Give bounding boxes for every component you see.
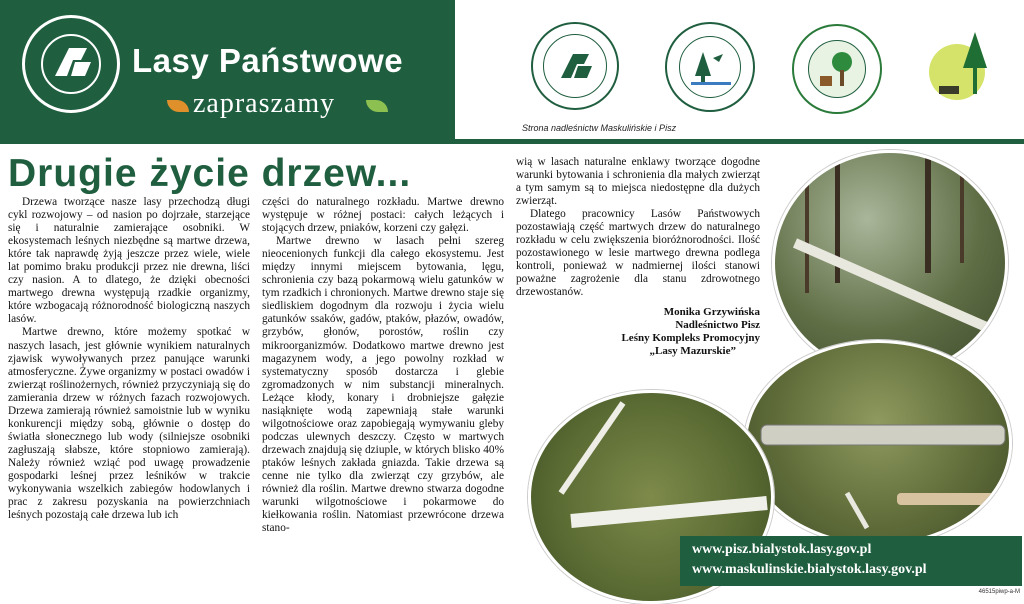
column-3 bbox=[516, 156, 760, 358]
column-1 bbox=[8, 196, 250, 522]
brand-name: Lasy Państwowe bbox=[132, 42, 404, 79]
signature-org: Nadleśnictwo Pisz bbox=[675, 318, 760, 331]
nadlesnictwo-maskulinskie-logo bbox=[665, 22, 755, 112]
nadlesnictwo-pisz-logo bbox=[792, 24, 882, 114]
url-pisz[interactable]: www.pisz.bialystok.lasy.gov.pl bbox=[692, 542, 872, 557]
url-maskulinskie[interactable]: www.maskulinskie.bialystok.lasy.gov.pl bbox=[692, 562, 927, 577]
signature-complex: Leśny Kompleks Promocyjny bbox=[621, 331, 760, 344]
signature-complex-name: „Lasy Mazurskie” bbox=[649, 344, 736, 357]
paragraph: Martwe drewno, które możemy spotkać w naszych lasach, jest głównie wynikiem naturalnych zjawisk wywoływanych przez panujące warunki atmosferyczne. Żywe organizmy w postaci owadów i zwierząt roślinożernych, również przyczyniają się do zamierania drzew w różnych fazach rozwojowych. Drzewa zamierają również samoistnie lub w wyniku konkurencji między sobą, głównie o dostęp do światła słonecznego lub wody (silniejsze osobniki zagłuszają słabsze, które stopniowo zamierają). Należy również wziąć pod uwagę prowadzenie gospodarki leśnej przez leśników w trakcie wykonywania wszelkich zabiegów hodowlanych i prac z zakresu pozyskania na powierzchniach leśnych pozostają całe drzewa lub ich bbox=[8, 326, 250, 522]
column-2 bbox=[262, 196, 504, 535]
partner-logos-area bbox=[455, 0, 1024, 144]
forest-photo-logs bbox=[744, 340, 1012, 546]
paragraph: części do naturalnego rozkładu. Martwe drewno występuje w różnej postaci: całych leżących i stojących drzew, pniaków, korzeni czy gałęzi. bbox=[262, 196, 504, 235]
header-strip bbox=[455, 139, 1024, 144]
leaf-icon bbox=[167, 100, 189, 112]
paragraph: Dlatego pracownicy Lasów Państwowych pozostawiają część martwych drzew do naturalnego rozkładu w celu zwiększenia bioróżnorodności. Ilość pozostawionego w lesie martwego drewna podlega kontroli, ponieważ w nadmiernej ilości stanowi poważne zagrożenie dla stanu zdrowotnego drzewostanów. bbox=[516, 208, 760, 299]
signature-name: Monika Grzywińska bbox=[663, 305, 760, 318]
header-banner bbox=[0, 0, 455, 144]
paragraph: Drzewa tworzące nasze lasy przechodzą długi cykl rozwojowy – od nasion po dojrzałe, starzejące się i naturalnie zamierające osobniki. W ekosystemach leśnych niezbędne są martwe drzewa, które tak naprawdę żyją jeszcze przez wiele, wiele lat pomimo braku produkcji przez nie drewna, liści czy nasion. A to dlatego, że dzięki obecności martwego drewna występują rzadkie organizmy, które wzbogacają różnorodność biologiczną naszych lasów. bbox=[8, 196, 250, 326]
lasy-panstwowe-partner-logo bbox=[531, 22, 619, 110]
lesny-kompleks-promocyjny-logo bbox=[919, 22, 1009, 112]
paragraph: Martwe drewno w lasach pełni szereg nieocenionych funkcji dla całego ekosystemu. Jest między innymi miejscem bytowania, lęgu, schronienia czy bazą pokarmową wielu gatunków w tym rzadkich i chronionych. Martwe drewno staje się siedliskiem dogodnym dla rozwoju i życia wielu gatunków ssaków, gadów, ptaków, płazów, owadów, grzybów, głonów, porostów, roślin czy mikroorganizmów. Dodatkowo martwe drewno jest magazynem wody, a jego powolny rozkład w systematyczny sposób dostarcza i glebie zgromadzonych w nim substancji mineralnych. Leżące kłody, konary i drobniejsze gałęzie nasiąknięte wodą zapewniają stałe warunki wilgotnościowe oraz zapobiegają wymywaniu gleby podczas ulewnych deszczy. Często w martwych drzewach znajdują się dziuple, w których blisko 40% ptaków leśnych zakłada gniazda. Takie drzewa są cenne nie tylko dla zwierząt czy grzybów, ale również dla roślin. Martwe drewno stwarza dogodne warunki wilgotnościowe i pokarmowe do kiełkowania roślin. Natomiast przewrócone drzewa stano- bbox=[262, 235, 504, 535]
lasy-panstwowe-logo bbox=[22, 15, 120, 113]
header-subtitle: Strona nadleśnictw Maskulińskie i Pisz bbox=[522, 123, 677, 133]
footer-url-box bbox=[680, 536, 1022, 586]
leaf-icon bbox=[366, 100, 388, 112]
article-title: Drugie życie drzew... bbox=[8, 152, 412, 195]
print-code: 46515piwp-a-M bbox=[978, 589, 1020, 595]
tagline: zapraszamy bbox=[193, 88, 336, 119]
paragraph: wią w lasach naturalne enklawy tworzące dogodne warunki bytowania i schronienia dla małych zwierząt a tym samym są to miejsca niedostępne dla dużych zwierząt. bbox=[516, 156, 760, 208]
